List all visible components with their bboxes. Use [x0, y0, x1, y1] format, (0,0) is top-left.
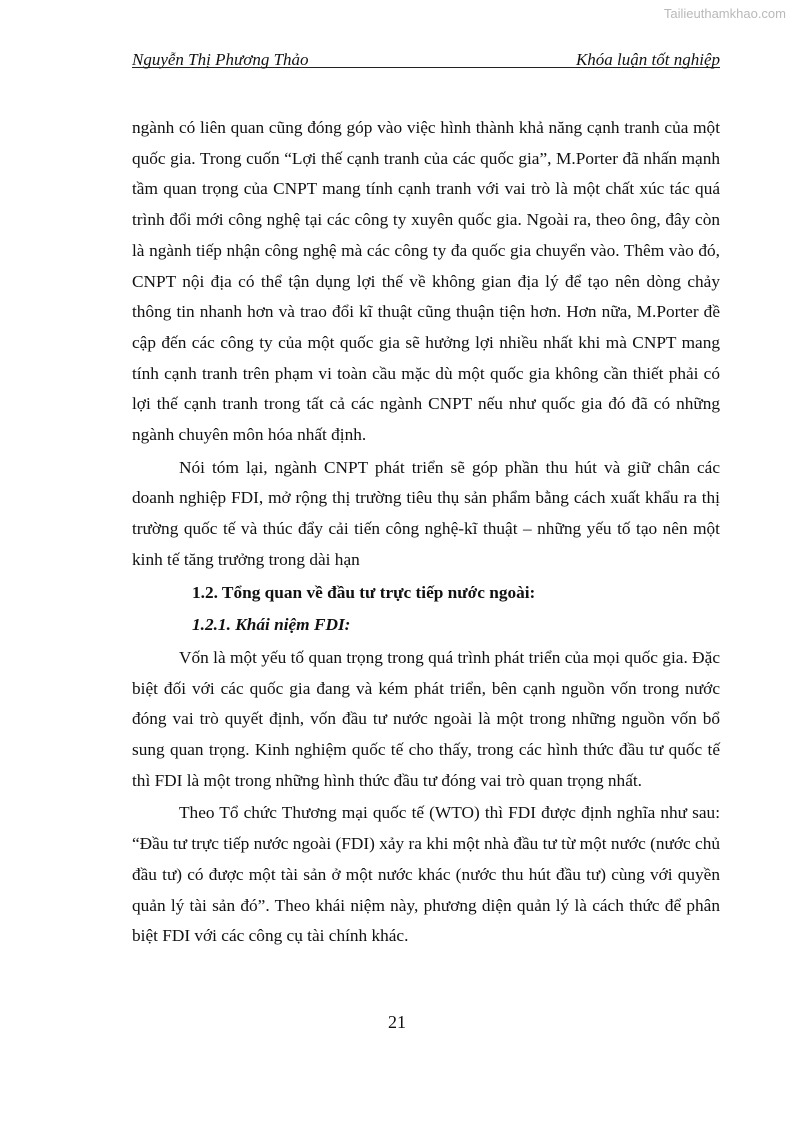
section-heading-1-2: 1.2. Tổng quan về đầu tư trực tiếp nước ngoài: [192, 582, 536, 602]
header-author: Nguyễn Thị Phương Thảo [132, 50, 309, 69]
header-title: Khóa luận tốt nghiệp [575, 50, 720, 69]
paragraph-capital: Vốn là một yếu tố quan trọng trong quá trình phát triển của mọi quốc gia. Đặc biệt đối với các quốc gia đang và kém phát triển, bên cạnh nguồn vốn trong nước đóng vai trò quyết định, vốn đầu tư nước ngoài là một trong những nguồn vốn bổ sung quan trọng. Kinh nghiệm quốc tế cho thấy, trong các hình thức đầu tư quốc tế thì FDI là một trong những hình thức đầu tư đóng vai trò quan trọng nhất. [132, 647, 720, 790]
watermark: Tailieuthamkhao.com [663, 6, 786, 21]
page-number: 21 [388, 1012, 406, 1032]
paragraph-wto-definition: Theo Tổ chức Thương mại quốc tế (WTO) thì FDI được định nghĩa như sau: “Đầu tư trực tiếp nước ngoài (FDI) xảy ra khi một nhà đầu tư từ một nước (nước chủ đầu tư) có được một tài sản ở một nước khác (nước thu hút đầu tư) cùng với quyền quản lý tài sản đó”. Theo khái niệm này, phương diện quản lý là cách thức để phân biệt FDI với các công cụ tài chính khác. [132, 803, 720, 946]
subsection-heading-1-2-1: 1.2.1. Khái niệm FDI: [192, 615, 351, 635]
paragraph-summary: Nói tóm lại, ngành CNPT phát triển sẽ góp phần thu hút và giữ chân các doanh nghiệp FDI, mở rộng thị trường tiêu thụ sản phẩm bằng cách xuất khẩu ra thị trường quốc tế và thúc đẩy cải tiến công nghệ-kĩ thuật – những yếu tố tạo nên một kinh tế tăng trưởng trong dài hạn [132, 457, 720, 569]
header-rule [132, 67, 720, 68]
page-body [132, 113, 720, 952]
paragraph-continuation: ngành có liên quan cũng đóng góp vào việc hình thành khả năng cạnh tranh của một quốc gia. Trong cuốn “Lợi thế cạnh tranh của các quốc gia”, M.Porter đã nhấn mạnh tầm quan trọng của CNPT mang tính cạnh tranh với vai trò là một chất xúc tác quá trình đổi mới công nghệ tại các công ty xuyên quốc gia. Ngoài ra, theo ông, đây còn là ngành tiếp nhận công nghệ mà các công ty đa quốc gia chuyển vào. Thêm vào đó, CNPT nội địa có thể tận dụng lợi thế về không gian địa lý để tạo nên dòng chảy thông tin nhanh hơn và trao đổi kĩ thuật cũng thuận tiện hơn. Hơn nữa, M.Porter đề cập đến các công ty của một quốc gia sẽ hưởng lợi nhiều nhất khi mà CNPT mang tính cạnh tranh trên phạm vi toàn cầu mặc dù một quốc gia không cần thiết phải có lợi thế cạnh tranh trong tất cả các ngành CNPT nếu như quốc gia đó đã có những ngành chuyên môn hóa nhất định. [132, 118, 720, 445]
